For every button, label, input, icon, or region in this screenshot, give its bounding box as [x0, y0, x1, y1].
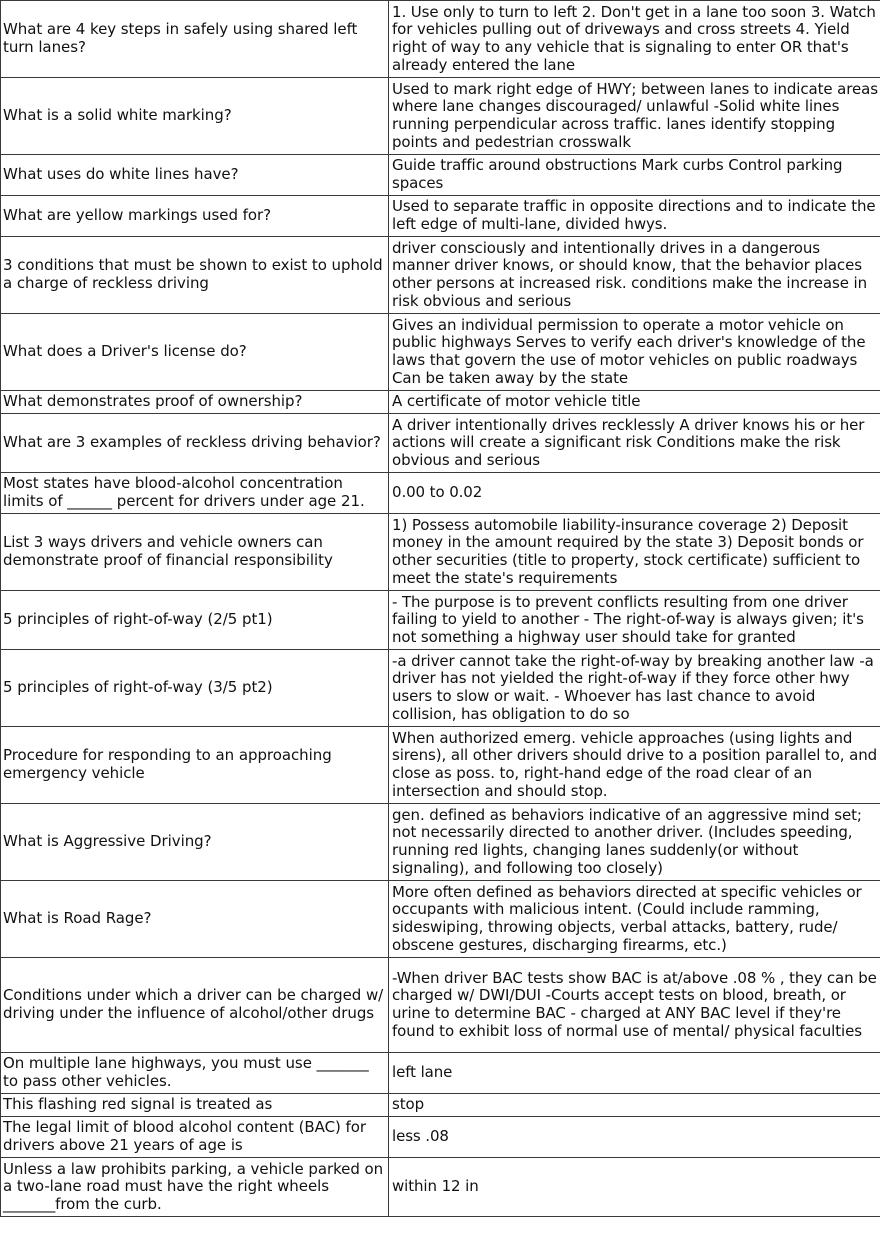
term-cell: On multiple lane highways, you must use _______ to pass other vehicles.	[1, 1053, 389, 1094]
definition-cell: Guide traffic around obstructions Mark curbs Control parking spaces	[389, 155, 880, 196]
definition-cell: A driver intentionally drives recklessly A driver knows his or her actions will create a significant risk Conditions make the risk obvious and serious	[389, 414, 880, 473]
definition-cell: When authorized emerg. vehicle approaches (using lights and sirens), all other drivers should drive to a position parallel to, and close as poss. to, right-hand edge of the road clear of an intersection and should stop.	[389, 727, 880, 804]
term-cell: What demonstrates proof of ownership?	[1, 391, 389, 414]
definition-cell: 1. Use only to turn to left 2. Don't get in a lane too soon 3. Watch for vehicles pulling out of driveways and cross streets 4. Yield right of way to any vehicle that is signaling to enter OR that's already entered the lane	[389, 1, 880, 78]
term-cell: What are 4 key steps in safely using shared left turn lanes?	[1, 1, 389, 78]
term-cell: What is Aggressive Driving?	[1, 804, 389, 881]
term-cell: Conditions under which a driver can be charged w/ driving under the influence of alcohol/other drugs	[1, 958, 389, 1053]
table-row	[1, 196, 880, 237]
term-cell: What is a solid white marking?	[1, 78, 389, 155]
term-cell: This flashing red signal is treated as	[1, 1094, 389, 1117]
table-row	[1, 78, 880, 155]
term-cell: What are yellow markings used for?	[1, 196, 389, 237]
term-cell: Most states have blood-alcohol concentration limits of ______ percent for drivers under age 21.	[1, 473, 389, 514]
definition-cell: within 12 in	[389, 1158, 880, 1217]
definition-cell: More often defined as behaviors directed at specific vehicles or occupants with malicious intent. (Could include ramming, sideswiping, throwing objects, verbal attacks, battery, rude/ obscene gestures, discharging firearms, etc.)	[389, 881, 880, 958]
table-row	[1, 727, 880, 804]
term-cell: What does a Driver's license do?	[1, 314, 389, 391]
definition-cell: -When driver BAC tests show BAC is at/above .08 % , they can be charged w/ DWI/DUI -Courts accept tests on blood, breath, or urine to determine BAC - charged at ANY BAC level if they're found to exhibit loss of normal use of mental/ physical faculties	[389, 958, 880, 1053]
definition-cell: left lane	[389, 1053, 880, 1094]
term-cell: 3 conditions that must be shown to exist to uphold a charge of reckless driving	[1, 237, 389, 314]
definition-cell: -a driver cannot take the right-of-way by breaking another law -a driver has not yielded the right-of-way if they force other hwy users to slow or wait. - Whoever has last chance to avoid collision, has obligation to do so	[389, 650, 880, 727]
definition-cell: 1) Possess automobile liability-insurance coverage 2) Deposit money in the amount required by the state 3) Deposit bonds or other securities (title to property, stock certificate) sufficient to meet the state's requirements	[389, 514, 880, 591]
table-row	[1, 650, 880, 727]
table-row	[1, 237, 880, 314]
table-row	[1, 591, 880, 650]
table-row	[1, 881, 880, 958]
term-cell: The legal limit of blood alcohol content (BAC) for drivers above 21 years of age is	[1, 1117, 389, 1158]
definition-cell: A certificate of motor vehicle title	[389, 391, 880, 414]
definition-cell: stop	[389, 1094, 880, 1117]
term-cell: What uses do white lines have?	[1, 155, 389, 196]
table-row	[1, 958, 880, 1053]
term-cell: Unless a law prohibits parking, a vehicle parked on a two-lane road must have the right wheels _______from the curb.	[1, 1158, 389, 1217]
table-row	[1, 1158, 880, 1217]
term-cell: 5 principles of right-of-way (2/5 pt1)	[1, 591, 389, 650]
table-row	[1, 804, 880, 881]
table-row	[1, 473, 880, 514]
definition-cell: gen. defined as behaviors indicative of an aggressive mind set; not necessarily directed to another driver. (Includes speeding, running red lights, changing lanes suddenly(or without signaling), and following too closely)	[389, 804, 880, 881]
table-row	[1, 1053, 880, 1094]
table-row	[1, 1, 880, 78]
term-cell: What is Road Rage?	[1, 881, 389, 958]
table-row	[1, 1117, 880, 1158]
table-row	[1, 391, 880, 414]
term-cell: List 3 ways drivers and vehicle owners can demonstrate proof of financial responsibility	[1, 514, 389, 591]
table-row	[1, 514, 880, 591]
definition-cell: - The purpose is to prevent conflicts resulting from one driver failing to yield to another - The right-of-way is always given; it's not something a highway user should take for granted	[389, 591, 880, 650]
definition-cell: Used to mark right edge of HWY; between lanes to indicate areas where lane changes discouraged/ unlawful -Solid white lines running perpendicular across traffic. lanes identify stopping points and pedestrian crosswalk	[389, 78, 880, 155]
table-row	[1, 314, 880, 391]
definition-cell: driver consciously and intentionally drives in a dangerous manner driver knows, or should know, that the behavior places other persons at increased risk. conditions make the increase in risk obvious and serious	[389, 237, 880, 314]
table-row	[1, 155, 880, 196]
definition-cell: Used to separate traffic in opposite directions and to indicate the left edge of multi-lane, divided hwys.	[389, 196, 880, 237]
table-row	[1, 414, 880, 473]
definition-cell: 0.00 to 0.02	[389, 473, 880, 514]
definition-cell: Gives an individual permission to operate a motor vehicle on public highways Serves to verify each driver's knowledge of the laws that govern the use of motor vehicles on public roadways Can be taken away by the state	[389, 314, 880, 391]
term-cell: 5 principles of right-of-way (3/5 pt2)	[1, 650, 389, 727]
definition-cell: less .08	[389, 1117, 880, 1158]
term-cell: What are 3 examples of reckless driving behavior?	[1, 414, 389, 473]
term-cell: Procedure for responding to an approaching emergency vehicle	[1, 727, 389, 804]
table-row	[1, 1094, 880, 1117]
